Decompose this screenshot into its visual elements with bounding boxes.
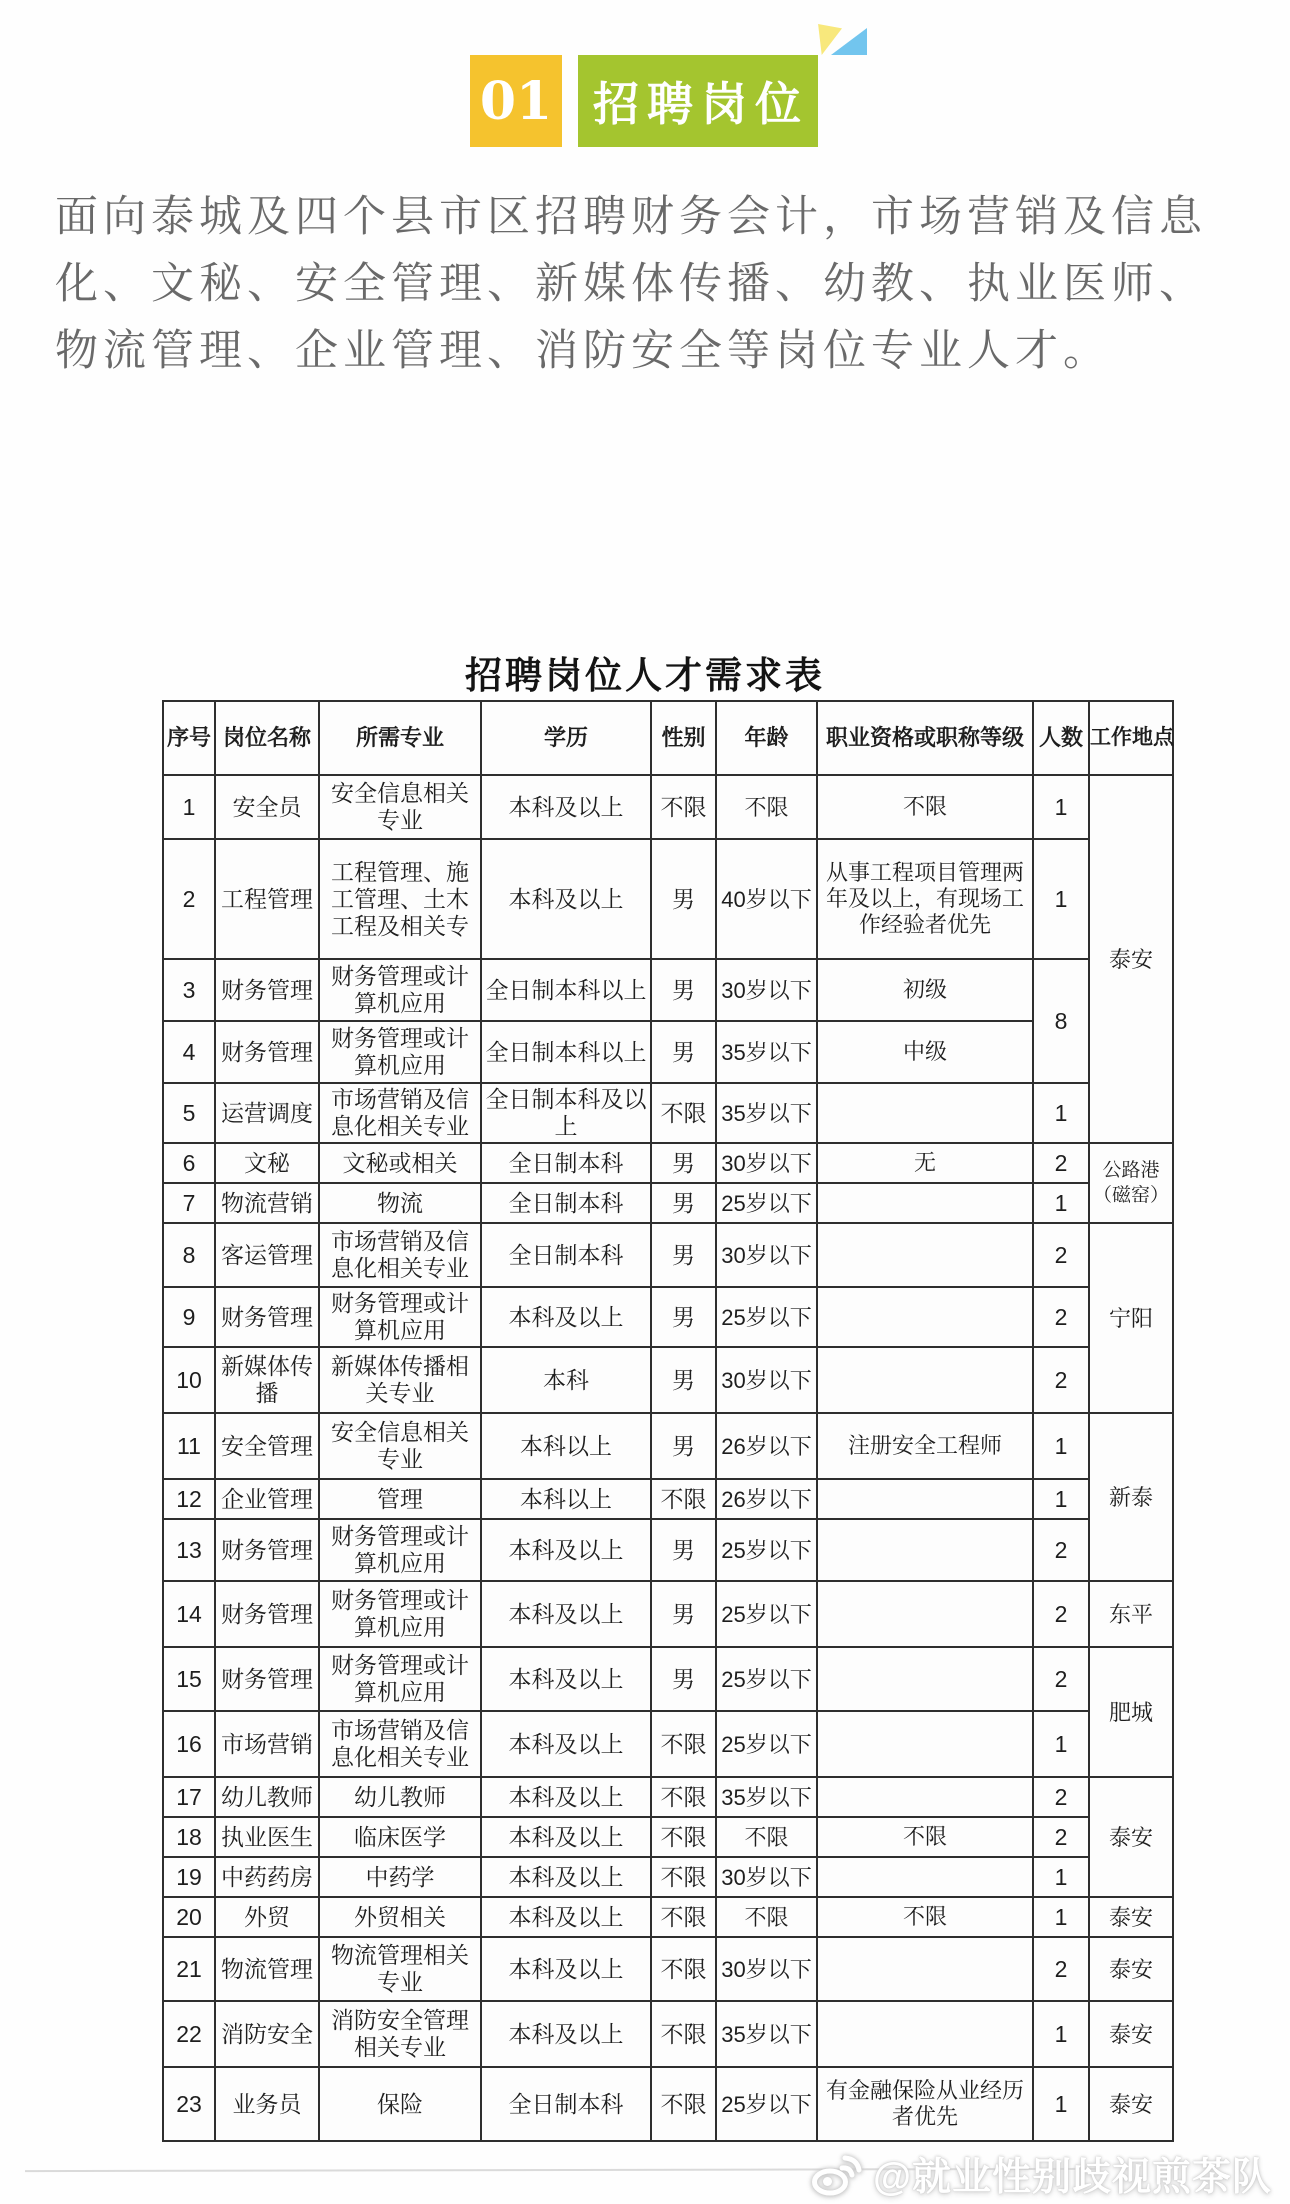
cell-location: 肥城 bbox=[1089, 1647, 1173, 1777]
cell-age: 25岁以下 bbox=[716, 2067, 817, 2141]
cell-count: 8 bbox=[1033, 959, 1089, 1083]
cell-no: 10 bbox=[163, 1347, 215, 1413]
cell-position: 市场营销 bbox=[215, 1711, 319, 1777]
cell-no: 19 bbox=[163, 1857, 215, 1897]
cell-no: 8 bbox=[163, 1223, 215, 1287]
table-row bbox=[163, 1817, 1173, 1857]
cell-no: 12 bbox=[163, 1479, 215, 1519]
cell-age: 26岁以下 bbox=[716, 1413, 817, 1479]
cell-age: 30岁以下 bbox=[716, 1223, 817, 1287]
cell-major: 财务管理或计算机应用 bbox=[319, 1519, 481, 1581]
cell-gender: 不限 bbox=[651, 1817, 716, 1857]
cell-age: 25岁以下 bbox=[716, 1183, 817, 1223]
cell-major: 临床医学 bbox=[319, 1817, 481, 1857]
cell-age: 25岁以下 bbox=[716, 1647, 817, 1711]
cell-major: 财务管理或计算机应用 bbox=[319, 1287, 481, 1347]
cell-count: 2 bbox=[1033, 1223, 1089, 1287]
cell-qualification bbox=[817, 1287, 1033, 1347]
cell-education: 本科及以上 bbox=[481, 1897, 651, 1937]
cell-no: 14 bbox=[163, 1581, 215, 1647]
cell-location: 泰安 bbox=[1089, 2067, 1173, 2141]
cell-major: 市场营销及信息化相关专业 bbox=[319, 1083, 481, 1143]
table-row bbox=[163, 1287, 1173, 1347]
cell-no: 7 bbox=[163, 1183, 215, 1223]
cell-education: 本科及以上 bbox=[481, 1519, 651, 1581]
cell-no: 21 bbox=[163, 1937, 215, 2001]
cell-major: 财务管理或计算机应用 bbox=[319, 959, 481, 1021]
cell-gender: 不限 bbox=[651, 1711, 716, 1777]
table-row bbox=[163, 1937, 1173, 2001]
cell-qualification bbox=[817, 1519, 1033, 1581]
cell-position: 物流营销 bbox=[215, 1183, 319, 1223]
cell-education: 本科及以上 bbox=[481, 2001, 651, 2067]
cell-age: 25岁以下 bbox=[716, 1519, 817, 1581]
cell-position: 企业管理 bbox=[215, 1479, 319, 1519]
cell-education: 本科及以上 bbox=[481, 775, 651, 839]
cell-gender: 男 bbox=[651, 1287, 716, 1347]
cell-major: 市场营销及信息化相关专业 bbox=[319, 1223, 481, 1287]
cell-age: 30岁以下 bbox=[716, 1143, 817, 1183]
cell-position: 消防安全 bbox=[215, 2001, 319, 2067]
cell-major: 保险 bbox=[319, 2067, 481, 2141]
cell-education: 本科 bbox=[481, 1347, 651, 1413]
table-row bbox=[163, 1711, 1173, 1777]
cell-qualification: 注册安全工程师 bbox=[817, 1413, 1033, 1479]
cell-education: 全日制本科以上 bbox=[481, 959, 651, 1021]
cell-qualification bbox=[817, 1711, 1033, 1777]
cell-position: 执业医生 bbox=[215, 1817, 319, 1857]
cell-age: 35岁以下 bbox=[716, 1083, 817, 1143]
cell-gender: 男 bbox=[651, 1647, 716, 1711]
cell-gender: 男 bbox=[651, 839, 716, 959]
cell-count: 1 bbox=[1033, 2001, 1089, 2067]
header-no: 序号 bbox=[163, 701, 215, 775]
cell-position: 物流管理 bbox=[215, 1937, 319, 2001]
cell-gender: 男 bbox=[651, 959, 716, 1021]
cell-gender: 男 bbox=[651, 1021, 716, 1083]
table-row bbox=[163, 959, 1173, 1021]
cell-location: 公路港（磁窑） bbox=[1089, 1143, 1173, 1223]
section-badge bbox=[470, 55, 818, 147]
cell-location: 新泰 bbox=[1089, 1413, 1173, 1581]
header-count: 人数 bbox=[1033, 701, 1089, 775]
cell-position: 客运管理 bbox=[215, 1223, 319, 1287]
cell-position: 文秘 bbox=[215, 1143, 319, 1183]
cell-major: 外贸相关 bbox=[319, 1897, 481, 1937]
cell-qualification: 中级 bbox=[817, 1021, 1033, 1083]
cell-count: 2 bbox=[1033, 1937, 1089, 2001]
cell-position: 财务管理 bbox=[215, 959, 319, 1021]
cell-count: 1 bbox=[1033, 1183, 1089, 1223]
cell-no: 22 bbox=[163, 2001, 215, 2067]
cell-no: 18 bbox=[163, 1817, 215, 1857]
header-education: 学历 bbox=[481, 701, 651, 775]
section-number: 01 bbox=[470, 55, 562, 147]
cell-position: 运营调度 bbox=[215, 1083, 319, 1143]
table-row bbox=[163, 1143, 1173, 1183]
table-row bbox=[163, 1083, 1173, 1143]
header-qualification: 职业资格或职称等级 bbox=[817, 701, 1033, 775]
cell-no: 2 bbox=[163, 839, 215, 959]
cell-education: 本科及以上 bbox=[481, 839, 651, 959]
cell-qualification: 初级 bbox=[817, 959, 1033, 1021]
cell-location: 宁阳 bbox=[1089, 1223, 1173, 1413]
header-major: 所需专业 bbox=[319, 701, 481, 775]
cell-gender: 不限 bbox=[651, 1857, 716, 1897]
cell-major: 安全信息相关专业 bbox=[319, 775, 481, 839]
table-row bbox=[163, 1519, 1173, 1581]
cell-qualification: 不限 bbox=[817, 1897, 1033, 1937]
table-row bbox=[163, 1479, 1173, 1519]
cell-no: 13 bbox=[163, 1519, 215, 1581]
cell-location: 泰安 bbox=[1089, 2001, 1173, 2067]
watermark-handle: @就业性别歧视煎茶队 bbox=[872, 2156, 1272, 2199]
cell-qualification: 从事工程项目管理两年及以上，有现场工作经验者优先 bbox=[817, 839, 1033, 959]
cell-qualification bbox=[817, 2001, 1033, 2067]
cell-no: 4 bbox=[163, 1021, 215, 1083]
cell-no: 11 bbox=[163, 1413, 215, 1479]
cell-age: 26岁以下 bbox=[716, 1479, 817, 1519]
cell-age: 30岁以下 bbox=[716, 1857, 817, 1897]
cell-major: 管理 bbox=[319, 1479, 481, 1519]
intro-line: 化、文秘、安全管理、新媒体传播、幼教、执业医师、 bbox=[55, 260, 1207, 308]
table-row bbox=[163, 1857, 1173, 1897]
cell-qualification bbox=[817, 1223, 1033, 1287]
cell-age: 不限 bbox=[716, 1817, 817, 1857]
cell-count: 2 bbox=[1033, 1287, 1089, 1347]
table-title: 招聘岗位人才需求表 bbox=[465, 653, 825, 697]
cell-gender: 不限 bbox=[651, 1897, 716, 1937]
cell-qualification bbox=[817, 1479, 1033, 1519]
cell-position: 财务管理 bbox=[215, 1021, 319, 1083]
section-title: 招聘岗位 bbox=[578, 55, 818, 147]
cell-gender: 男 bbox=[651, 1581, 716, 1647]
cell-gender: 男 bbox=[651, 1413, 716, 1479]
cell-no: 5 bbox=[163, 1083, 215, 1143]
cell-major: 财务管理或计算机应用 bbox=[319, 1647, 481, 1711]
cell-position: 中药药房 bbox=[215, 1857, 319, 1897]
cell-major: 财务管理或计算机应用 bbox=[319, 1581, 481, 1647]
cell-qualification: 无 bbox=[817, 1143, 1033, 1183]
cell-count: 1 bbox=[1033, 1083, 1089, 1143]
table-row bbox=[163, 1777, 1173, 1817]
intro-paragraph bbox=[55, 184, 1245, 385]
cell-gender: 不限 bbox=[651, 1479, 716, 1519]
cell-qualification: 不限 bbox=[817, 775, 1033, 839]
cell-education: 本科及以上 bbox=[481, 1647, 651, 1711]
cell-major: 财务管理或计算机应用 bbox=[319, 1021, 481, 1083]
cell-position: 财务管理 bbox=[215, 1287, 319, 1347]
cell-education: 本科及以上 bbox=[481, 1777, 651, 1817]
table-row bbox=[163, 1021, 1173, 1083]
cell-no: 16 bbox=[163, 1711, 215, 1777]
cell-no: 17 bbox=[163, 1777, 215, 1817]
cell-position: 业务员 bbox=[215, 2067, 319, 2141]
cell-education: 全日制本科 bbox=[481, 1143, 651, 1183]
cell-gender: 男 bbox=[651, 1347, 716, 1413]
cell-count: 1 bbox=[1033, 1857, 1089, 1897]
intro-line: 物流管理、企业管理、消防安全等岗位专业人才。 bbox=[55, 327, 1111, 375]
cell-no: 1 bbox=[163, 775, 215, 839]
cell-qualification: 有金融保险从业经历者优先 bbox=[817, 2067, 1033, 2141]
header-location: 工作地点 bbox=[1089, 701, 1173, 775]
cell-education: 全日制本科及以上 bbox=[481, 1083, 651, 1143]
cell-age: 不限 bbox=[716, 775, 817, 839]
cell-qualification bbox=[817, 1937, 1033, 2001]
cell-age: 35岁以下 bbox=[716, 2001, 817, 2067]
header-position: 岗位名称 bbox=[215, 701, 319, 775]
cell-gender: 不限 bbox=[651, 2001, 716, 2067]
cell-gender: 男 bbox=[651, 1223, 716, 1287]
cell-age: 不限 bbox=[716, 1897, 817, 1937]
cell-count: 2 bbox=[1033, 1519, 1089, 1581]
cell-major: 安全信息相关专业 bbox=[319, 1413, 481, 1479]
cell-position: 安全管理 bbox=[215, 1413, 319, 1479]
cell-qualification bbox=[817, 1581, 1033, 1647]
cell-no: 23 bbox=[163, 2067, 215, 2141]
cell-age: 25岁以下 bbox=[716, 1711, 817, 1777]
cell-count: 2 bbox=[1033, 1347, 1089, 1413]
table-row bbox=[163, 839, 1173, 959]
cell-position: 财务管理 bbox=[215, 1519, 319, 1581]
cell-qualification: 不限 bbox=[817, 1817, 1033, 1857]
cell-education: 本科及以上 bbox=[481, 1711, 651, 1777]
cell-gender: 男 bbox=[651, 1183, 716, 1223]
cell-qualification bbox=[817, 1647, 1033, 1711]
table-row bbox=[163, 2001, 1173, 2067]
cell-major: 新媒体传播相关专业 bbox=[319, 1347, 481, 1413]
cell-age: 25岁以下 bbox=[716, 1581, 817, 1647]
cell-no: 3 bbox=[163, 959, 215, 1021]
table-row bbox=[163, 1581, 1173, 1647]
cell-education: 全日制本科 bbox=[481, 2067, 651, 2141]
table-row bbox=[163, 1647, 1173, 1711]
cell-count: 1 bbox=[1033, 2067, 1089, 2141]
table-row bbox=[163, 1413, 1173, 1479]
table-row bbox=[163, 1897, 1173, 1937]
watermark bbox=[811, 2146, 1272, 2202]
cell-location: 泰安 bbox=[1089, 1777, 1173, 1897]
cell-count: 1 bbox=[1033, 1413, 1089, 1479]
cell-education: 本科以上 bbox=[481, 1479, 651, 1519]
cell-age: 30岁以下 bbox=[716, 1937, 817, 2001]
cell-age: 30岁以下 bbox=[716, 959, 817, 1021]
cell-major: 工程管理、施工管理、土木工程及相关专 bbox=[319, 839, 481, 959]
cell-position: 财务管理 bbox=[215, 1647, 319, 1711]
table-row bbox=[163, 775, 1173, 839]
cell-qualification bbox=[817, 1083, 1033, 1143]
cell-qualification bbox=[817, 1857, 1033, 1897]
cell-count: 2 bbox=[1033, 1581, 1089, 1647]
cell-gender: 不限 bbox=[651, 1777, 716, 1817]
cell-qualification bbox=[817, 1183, 1033, 1223]
recruitment-table bbox=[162, 700, 1174, 2142]
weibo-icon bbox=[811, 2152, 863, 2196]
cell-education: 本科及以上 bbox=[481, 1581, 651, 1647]
cell-count: 1 bbox=[1033, 839, 1089, 959]
cell-no: 20 bbox=[163, 1897, 215, 1937]
cell-count: 1 bbox=[1033, 1711, 1089, 1777]
cell-position: 外贸 bbox=[215, 1897, 319, 1937]
cell-gender: 不限 bbox=[651, 775, 716, 839]
cell-education: 本科及以上 bbox=[481, 1937, 651, 2001]
header-gender: 性别 bbox=[651, 701, 716, 775]
cell-education: 全日制本科 bbox=[481, 1223, 651, 1287]
cell-count: 2 bbox=[1033, 1817, 1089, 1857]
cell-position: 新媒体传播 bbox=[215, 1347, 319, 1413]
cell-age: 35岁以下 bbox=[716, 1021, 817, 1083]
cell-qualification bbox=[817, 1777, 1033, 1817]
cell-major: 幼儿教师 bbox=[319, 1777, 481, 1817]
cell-gender: 不限 bbox=[651, 1083, 716, 1143]
table-header-row bbox=[163, 701, 1173, 775]
cell-no: 9 bbox=[163, 1287, 215, 1347]
cell-education: 本科及以上 bbox=[481, 1817, 651, 1857]
cell-gender: 男 bbox=[651, 1519, 716, 1581]
cell-position: 工程管理 bbox=[215, 839, 319, 959]
cell-major: 消防安全管理相关专业 bbox=[319, 2001, 481, 2067]
cell-education: 本科及以上 bbox=[481, 1857, 651, 1897]
cell-count: 2 bbox=[1033, 1143, 1089, 1183]
cell-location: 泰安 bbox=[1089, 775, 1173, 1143]
cell-major: 市场营销及信息化相关专业 bbox=[319, 1711, 481, 1777]
table-row bbox=[163, 2067, 1173, 2141]
cell-education: 全日制本科 bbox=[481, 1183, 651, 1223]
cell-major: 文秘或相关 bbox=[319, 1143, 481, 1183]
cell-major: 中药学 bbox=[319, 1857, 481, 1897]
cell-position: 财务管理 bbox=[215, 1581, 319, 1647]
cell-age: 35岁以下 bbox=[716, 1777, 817, 1817]
cell-gender: 不限 bbox=[651, 1937, 716, 2001]
cell-age: 30岁以下 bbox=[716, 1347, 817, 1413]
header-age: 年龄 bbox=[716, 701, 817, 775]
table-row bbox=[163, 1183, 1173, 1223]
intro-line: 面向泰城及四个县市区招聘财务会计，市场营销及信息 bbox=[55, 193, 1207, 241]
cell-count: 1 bbox=[1033, 1897, 1089, 1937]
cell-education: 本科及以上 bbox=[481, 1287, 651, 1347]
cell-count: 1 bbox=[1033, 775, 1089, 839]
cell-gender: 男 bbox=[651, 1143, 716, 1183]
cell-age: 25岁以下 bbox=[716, 1287, 817, 1347]
cell-major: 物流 bbox=[319, 1183, 481, 1223]
cell-major: 物流管理相关专业 bbox=[319, 1937, 481, 2001]
cell-no: 6 bbox=[163, 1143, 215, 1183]
table-row bbox=[163, 1347, 1173, 1413]
cell-count: 1 bbox=[1033, 1479, 1089, 1519]
cell-location: 泰安 bbox=[1089, 1897, 1173, 1937]
cell-position: 幼儿教师 bbox=[215, 1777, 319, 1817]
cell-gender: 不限 bbox=[651, 2067, 716, 2141]
cell-location: 泰安 bbox=[1089, 1937, 1173, 2001]
table-row bbox=[163, 1223, 1173, 1287]
cell-education: 全日制本科以上 bbox=[481, 1021, 651, 1083]
cell-qualification bbox=[817, 1347, 1033, 1413]
cell-age: 40岁以下 bbox=[716, 839, 817, 959]
cell-location: 东平 bbox=[1089, 1581, 1173, 1647]
cell-position: 安全员 bbox=[215, 775, 319, 839]
cell-count: 2 bbox=[1033, 1647, 1089, 1711]
cell-no: 15 bbox=[163, 1647, 215, 1711]
cell-education: 本科以上 bbox=[481, 1413, 651, 1479]
cell-count: 2 bbox=[1033, 1777, 1089, 1817]
